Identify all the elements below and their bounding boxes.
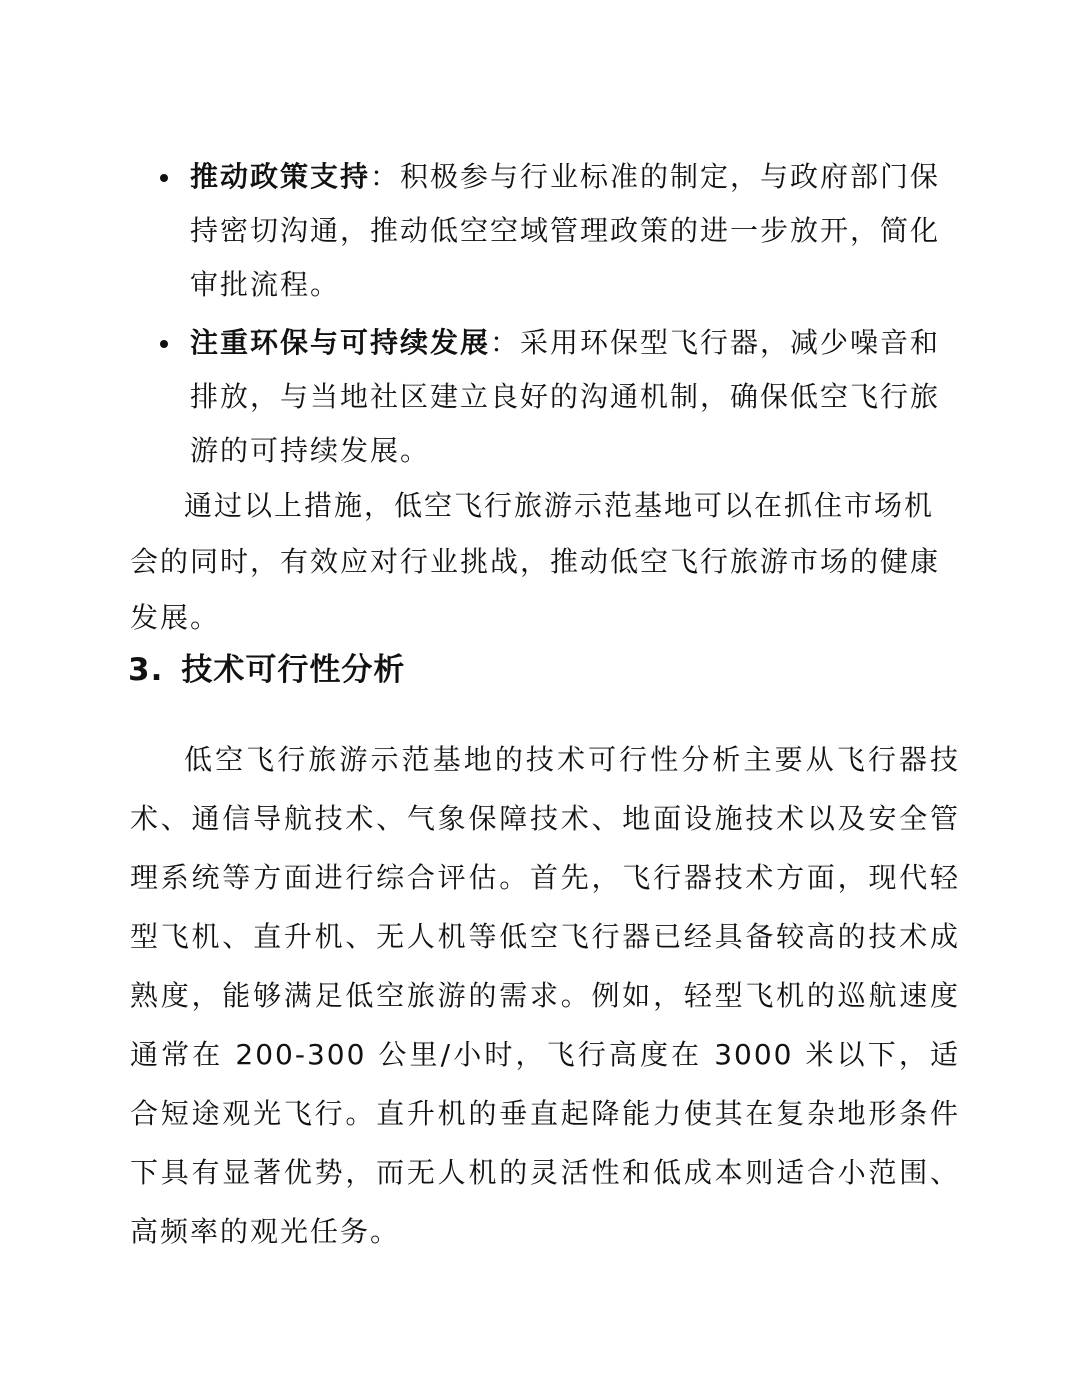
section-number: 3.	[128, 652, 164, 688]
section-title: 技术可行性分析	[181, 652, 406, 688]
body-paragraph: 低空飞行旅游示范基地的技术可行性分析主要从飞行器技术、通信导航技术、气象保障技术、地面设施技术以及安全管理系统等方面进行综合评估。首先，飞行器技术方面，现代轻型飞机、直升机、无人机等低空飞行器已经具备较高的技术成熟度，能够满足低空旅游的需求。例如，轻型飞机的巡航速度通常在 200-300 公里/小时，飞行高度在 3000 米以下，适合短途观光飞行。直升机的垂直起降能力使其在复杂地形条件下具有显著优势，而无人机的灵活性和低成本则适合小范围、高频率的观光任务。	[130, 743, 960, 1248]
bullet-separator: ：	[370, 160, 401, 193]
bullet-dot-icon	[160, 174, 168, 182]
bullet-separator: ：	[490, 326, 521, 359]
bullet-term: 推动政策支持	[190, 160, 371, 193]
bullet-dot-icon	[160, 340, 168, 348]
measures-list	[130, 150, 960, 478]
bullet-term: 注重环保与可持续发展	[190, 326, 491, 359]
bullet-text: 采用环保型飞行器，减少噪音和排放，与当地社区建立良好的沟通机制，确保低空飞行旅游的可持续发展。	[190, 326, 941, 467]
section-heading	[128, 640, 405, 700]
list-item	[130, 316, 960, 478]
list-item	[130, 150, 960, 312]
bullet-text: 积极参与行业标准的制定，与政府部门保持密切沟通，推动低空空域管理政策的进一步放开，简化审批流程。	[190, 160, 941, 301]
closing-paragraph: 通过以上措施，低空飞行旅游示范基地可以在抓住市场机会的同时，有效应对行业挑战，推动低空飞行旅游市场的健康发展。	[130, 489, 941, 634]
